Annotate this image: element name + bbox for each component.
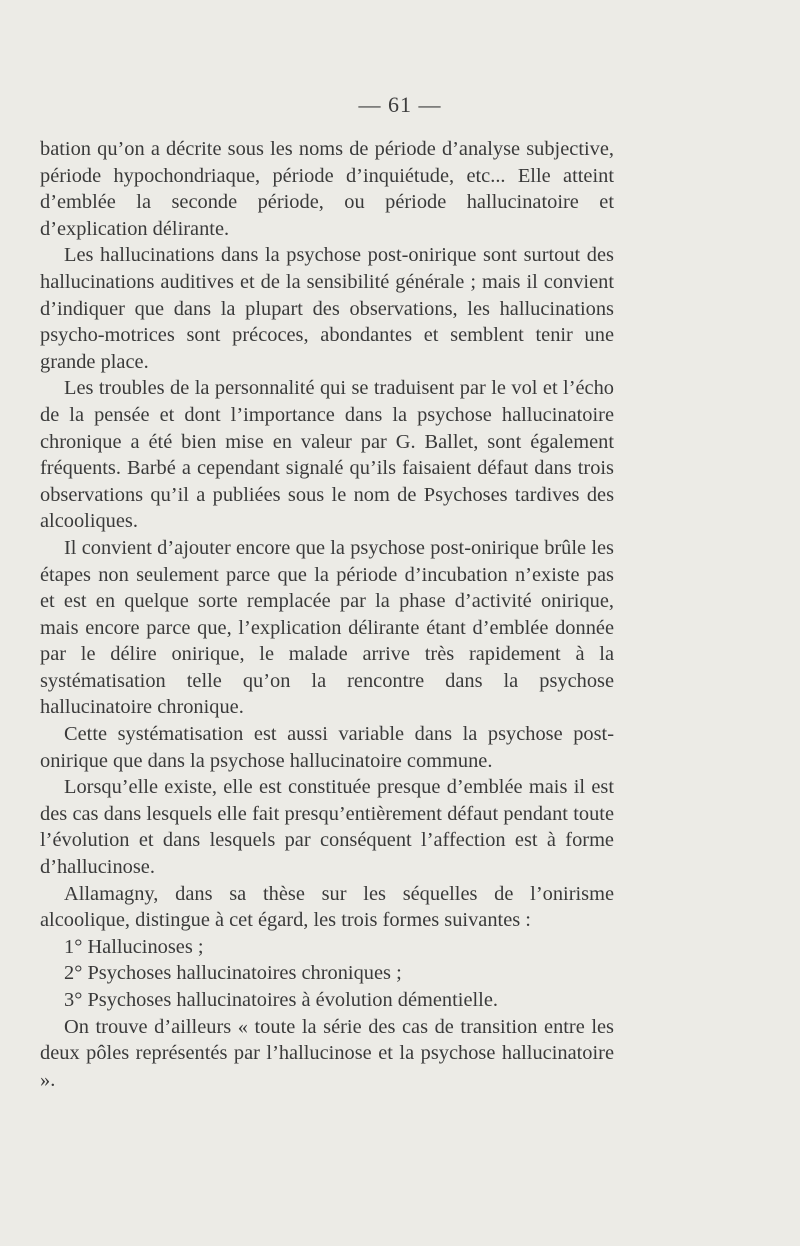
list-item: 1° Hallucinoses ;: [64, 935, 204, 958]
paragraph: On trouve d’ailleurs « toute la série des cas de transition entre les deux pôles représentés par l’hallucinose et la psychose hallucinatoire ».: [40, 1015, 614, 1091]
paragraph: Il convient d’ajouter encore que la psychose post-onirique brûle les étapes non seulement parce que la période d’incubation n’existe pas et est en quelque sorte remplacée par la phase d’activité onirique, mais encore parce que, l’explication délirante étant d’emblée donnée par le délire onirique, le malade arrive très rapidement à la systématisation telle qu’on la rencontre dans la psychose hallucinatoire chronique.: [40, 536, 614, 719]
paragraph: Cette systématisation est aussi variable dans la psychose post-onirique que dans la psychose hallucinatoire commune.: [40, 723, 614, 772]
paragraph: Allamagny, dans sa thèse sur les séquelles de l’onirisme alcoolique, distingue à cet égard, les trois formes suivantes :: [40, 882, 614, 932]
paragraph: Les hallucinations dans la psychose post-onirique sont surtout des hallucinations auditives et de la sensibilité générale ; mais il convient d’indiquer que dans la plupart des observations, les hallucinations psycho-motrices sont précoces, abondantes et semblent tenir une grande place.: [40, 244, 614, 373]
page-number: — 61 —: [358, 92, 442, 117]
list-item: 2° Psychoses hallucinatoires chroniques ;: [64, 962, 402, 985]
paragraph-continued: bation qu’on a décrite sous les noms de période d’analyse subjective, période hypochondriaque, période d’inquiétude, etc... Elle atteint d’emblée la seconde période, ou période hallucinatoire et d’explication délirante.: [40, 138, 614, 240]
list-item: 3° Psychoses hallucinatoires à évolution démentielle.: [64, 989, 498, 1011]
body-text: [40, 136, 614, 1093]
paragraph: Les troubles de la personnalité qui se traduisent par le vol et l’écho de la pensée et dont l’importance dans la psychose hallucinatoire chronique a été bien mise en valeur par G. Ballet, sont également fréquents. Barbé a cependant signalé qu’ils faisaient défaut dans trois observations qu’il a publiées sous le nom de Psychoses tardives des alcooliques.: [40, 377, 614, 533]
paragraph: Lorsqu’elle existe, elle est constituée presque d’emblée mais il est des cas dans lesquels elle fait presqu’entièrement défaut pendant toute l’évolution et dans lesquels par conséquent l’affection est à forme d’hallucinose.: [40, 776, 614, 879]
